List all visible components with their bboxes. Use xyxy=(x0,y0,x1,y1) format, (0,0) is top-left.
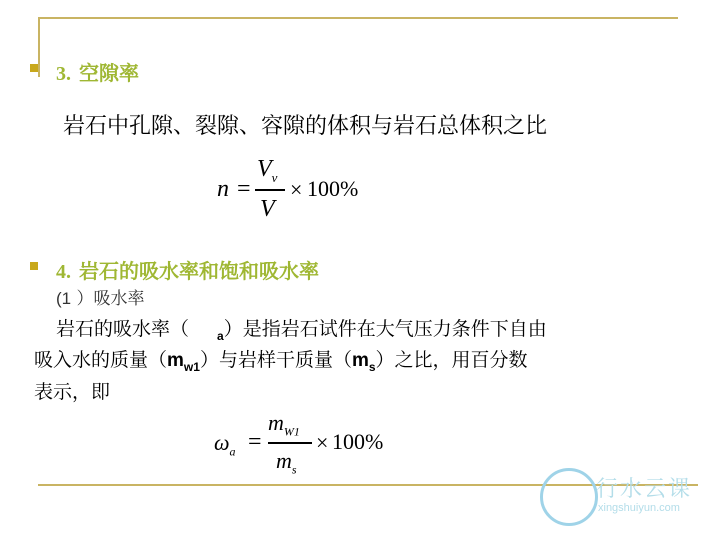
numerator-V: V xyxy=(257,156,272,182)
ms-sub: s xyxy=(368,359,376,374)
para-line-3: 表示，即 xyxy=(34,381,111,403)
left-rule xyxy=(38,17,40,77)
omega-sub: a xyxy=(229,444,236,459)
para-line-2-pre: 吸入水的质量（ xyxy=(34,349,168,371)
subsection-open: (1 xyxy=(56,289,72,308)
numerator-sub-v: v xyxy=(271,169,278,185)
formula-lhs-n: n xyxy=(217,176,229,202)
para-line-2-post: ）之比，用百分数 xyxy=(375,349,528,371)
para-line-1 xyxy=(56,314,547,343)
numerator-m: m xyxy=(268,410,284,435)
ms-symbol: m xyxy=(351,350,369,371)
section-3-definition: 岩石中孔隙、裂隙、容隙的体积与岩石总体积之比 xyxy=(63,114,548,139)
fraction-bar-2 xyxy=(268,442,312,444)
top-rule xyxy=(38,17,678,19)
section-3-heading xyxy=(56,57,139,86)
formula2-times: × xyxy=(316,430,329,455)
para-line-2 xyxy=(34,345,528,374)
numerator-sub-W1: W1 xyxy=(283,424,300,439)
absorption-formula xyxy=(214,412,404,482)
formula-numerator xyxy=(257,156,277,186)
para-line-2-mid: ）与岩样干质量（ xyxy=(199,349,352,371)
formula-denominator: V xyxy=(260,196,275,222)
formula-percent: 100% xyxy=(307,176,359,201)
watermark-logo-icon xyxy=(540,468,598,526)
formula2-denominator xyxy=(276,448,297,477)
formula-times: × xyxy=(290,177,303,202)
bullet-section-4 xyxy=(30,262,38,270)
subsection-1-heading xyxy=(56,284,145,309)
mw-symbol: m xyxy=(167,350,184,371)
mw-sub: w1 xyxy=(183,359,200,374)
porosity-formula xyxy=(215,156,375,228)
formula2-percent: 100% xyxy=(332,429,384,454)
denominator-sub-s: s xyxy=(291,462,297,477)
formula2-numerator xyxy=(268,410,300,439)
watermark-text: 行水云课 xyxy=(596,477,693,502)
section-3-number: 3. xyxy=(56,63,71,85)
para-line-1-pre: 岩石的吸水率（ xyxy=(56,318,190,340)
fraction-bar xyxy=(255,189,285,191)
para-line-1-post: ）是指岩石试件在大气压力条件下自由 xyxy=(223,318,547,340)
subsection-title: ）吸水率 xyxy=(76,289,145,309)
formula2-lhs xyxy=(214,430,236,459)
section-3-title: 空隙率 xyxy=(79,61,139,85)
bullet-section-3 xyxy=(30,64,38,72)
section-4-number: 4. xyxy=(56,261,71,283)
section-4-heading xyxy=(56,255,319,284)
formula-equals: = xyxy=(237,176,251,202)
para-symbol-sub: a xyxy=(217,328,224,343)
formula2-equals: = xyxy=(248,429,262,455)
section-4-title: 岩石的吸水率和饱和吸水率 xyxy=(79,259,319,283)
watermark-url: xingshuiyun.com xyxy=(598,502,680,514)
omega-symbol: ω xyxy=(214,430,230,455)
denominator-m: m xyxy=(276,448,292,473)
